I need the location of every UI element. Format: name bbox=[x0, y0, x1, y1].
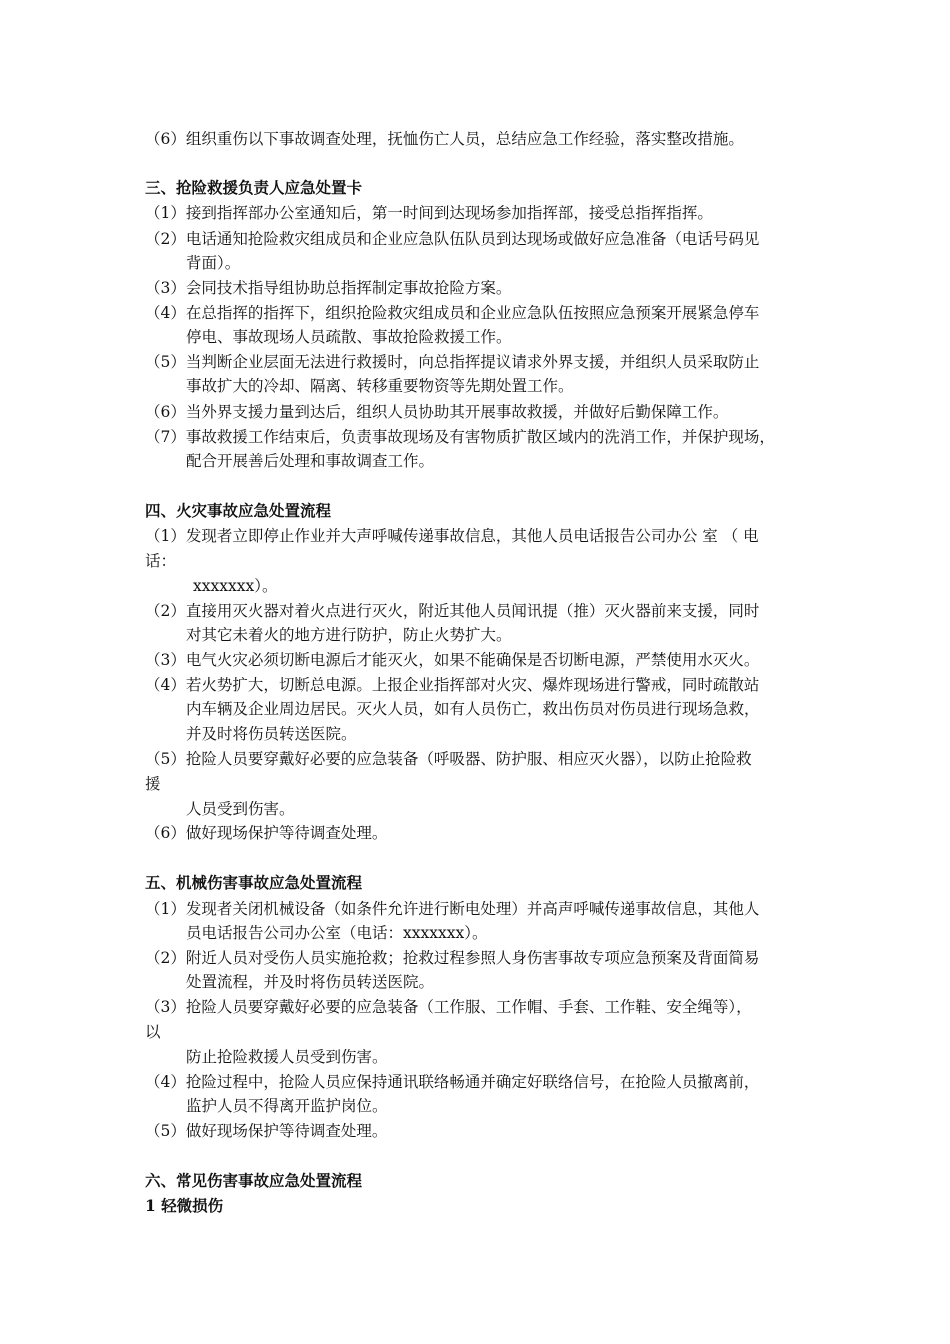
list-item: （2）直接用灭火器对着火点进行灭火，附近其他人员闻讯提（推）灭火器前来支援，同时 bbox=[145, 602, 760, 620]
list-item: （6）当外界支援力量到达后，组织人员协助其开展事故救援，并做好后勤保障工作。 bbox=[145, 403, 729, 421]
list-item-continuation: 监护人员不得离开监护岗位。 bbox=[186, 1097, 388, 1115]
list-item-continuation: 处置流程，并及时将伤员转送医院。 bbox=[186, 973, 435, 991]
section-heading: 三、抢险救援负责人应急处置卡 bbox=[145, 178, 363, 197]
list-item: （5）当判断企业层面无法进行救援时，向总指挥提议请求外界支援，并组织人员采取防止 bbox=[145, 353, 760, 371]
list-item-continuation: 人员受到伤害。 bbox=[186, 800, 295, 818]
list-item: （2）附近人员对受伤人员实施抢救；抢救过程参照人身伤害事故专项应急预案及背面简易 bbox=[145, 949, 760, 967]
list-item: （6）做好现场保护等待调查处理。 bbox=[145, 824, 388, 842]
list-item: （5）抢险人员要穿戴好必要的应急装备（呼吸器、防护服、相应灭火器），以防止抢险救 bbox=[145, 750, 752, 768]
list-item-continuation: 并及时将伤员转送医院。 bbox=[186, 725, 357, 743]
list-item: （3）电气火灾必须切断电源后才能灭火，如果不能确保是否切断电源，严禁使用水灭火。 bbox=[145, 651, 760, 669]
section-heading: 五、机械伤害事故应急处置流程 bbox=[145, 873, 363, 892]
list-item-continuation: 内车辆及企业周边居民。灭火人员，如有人员伤亡，救出伤员对伤员进行现场急救， bbox=[186, 700, 760, 718]
list-item-continuation: 停电、事故现场人员疏散、事故抢险救援工作。 bbox=[186, 328, 512, 346]
list-item-continuation: 对其它未着火的地方进行防护，防止火势扩大。 bbox=[186, 626, 512, 644]
section-heading: 六、常见伤害事故应急处置流程 bbox=[145, 1171, 363, 1190]
list-item: （4）若火势扩大，切断总电源。上报企业指挥部对火灾、爆炸现场进行警戒，同时疏散站 bbox=[145, 676, 760, 694]
list-item-continuation: 以 bbox=[145, 1023, 161, 1041]
list-item-continuation: 背面）。 bbox=[186, 254, 241, 272]
list-item: （1）接到指挥部办公室通知后，第一时间到达现场参加指挥部，接受总指挥指挥。 bbox=[145, 204, 713, 222]
list-item-continuation: 防止抢险救援人员受到伤害。 bbox=[186, 1048, 388, 1066]
list-item: （7）事故救援工作结束后，负责事故现场及有害物质扩散区域内的洗消工作，并保护现场， bbox=[145, 428, 775, 446]
list-item-continuation: xxxxxxx）。 bbox=[193, 577, 278, 595]
list-item: （1）发现者立即停止作业并大声呼喊传递事故信息，其他人员电话报告公司办公 室 （ 电 bbox=[145, 527, 759, 545]
list-item: （3）抢险人员要穿戴好必要的应急装备（工作服、工作帽、手套、工作鞋、安全绳等）， bbox=[145, 998, 752, 1016]
subsection-heading: 1 轻微损伤 bbox=[145, 1196, 224, 1215]
list-item: （4）在总指挥的指挥下，组织抢险救灾组成员和企业应急队伍按照应急预案开展紧急停车 bbox=[145, 304, 760, 322]
list-item-continuation: 话： bbox=[145, 552, 177, 570]
paragraph-line: （6）组织重伤以下事故调查处理，抚恤伤亡人员，总结应急工作经验，落实整改措施。 bbox=[145, 130, 744, 148]
list-item-continuation: 员电话报告公司办公室（电话：xxxxxxx）。 bbox=[186, 924, 488, 942]
list-item-continuation: 配合开展善后处理和事故调查工作。 bbox=[186, 452, 435, 470]
list-item: （3）会同技术指导组协助总指挥制定事故抢险方案。 bbox=[145, 279, 512, 297]
list-item: （4）抢险过程中，抢险人员应保持通讯联络畅通并确定好联络信号，在抢险人员撤离前， bbox=[145, 1073, 760, 1091]
list-item-continuation: 援 bbox=[145, 775, 161, 793]
list-item: （2）电话通知抢险救灾组成员和企业应急队伍队员到达现场或做好应急准备（电话号码见 bbox=[145, 230, 760, 248]
list-item: （5）做好现场保护等待调查处理。 bbox=[145, 1122, 388, 1140]
list-item: （1）发现者关闭机械设备（如条件允许进行断电处理）并高声呼喊传递事故信息，其他人 bbox=[145, 900, 760, 918]
section-heading: 四、火灾事故应急处置流程 bbox=[145, 501, 332, 520]
list-item-continuation: 事故扩大的冷却、隔离、转移重要物资等先期处置工作。 bbox=[186, 377, 574, 395]
